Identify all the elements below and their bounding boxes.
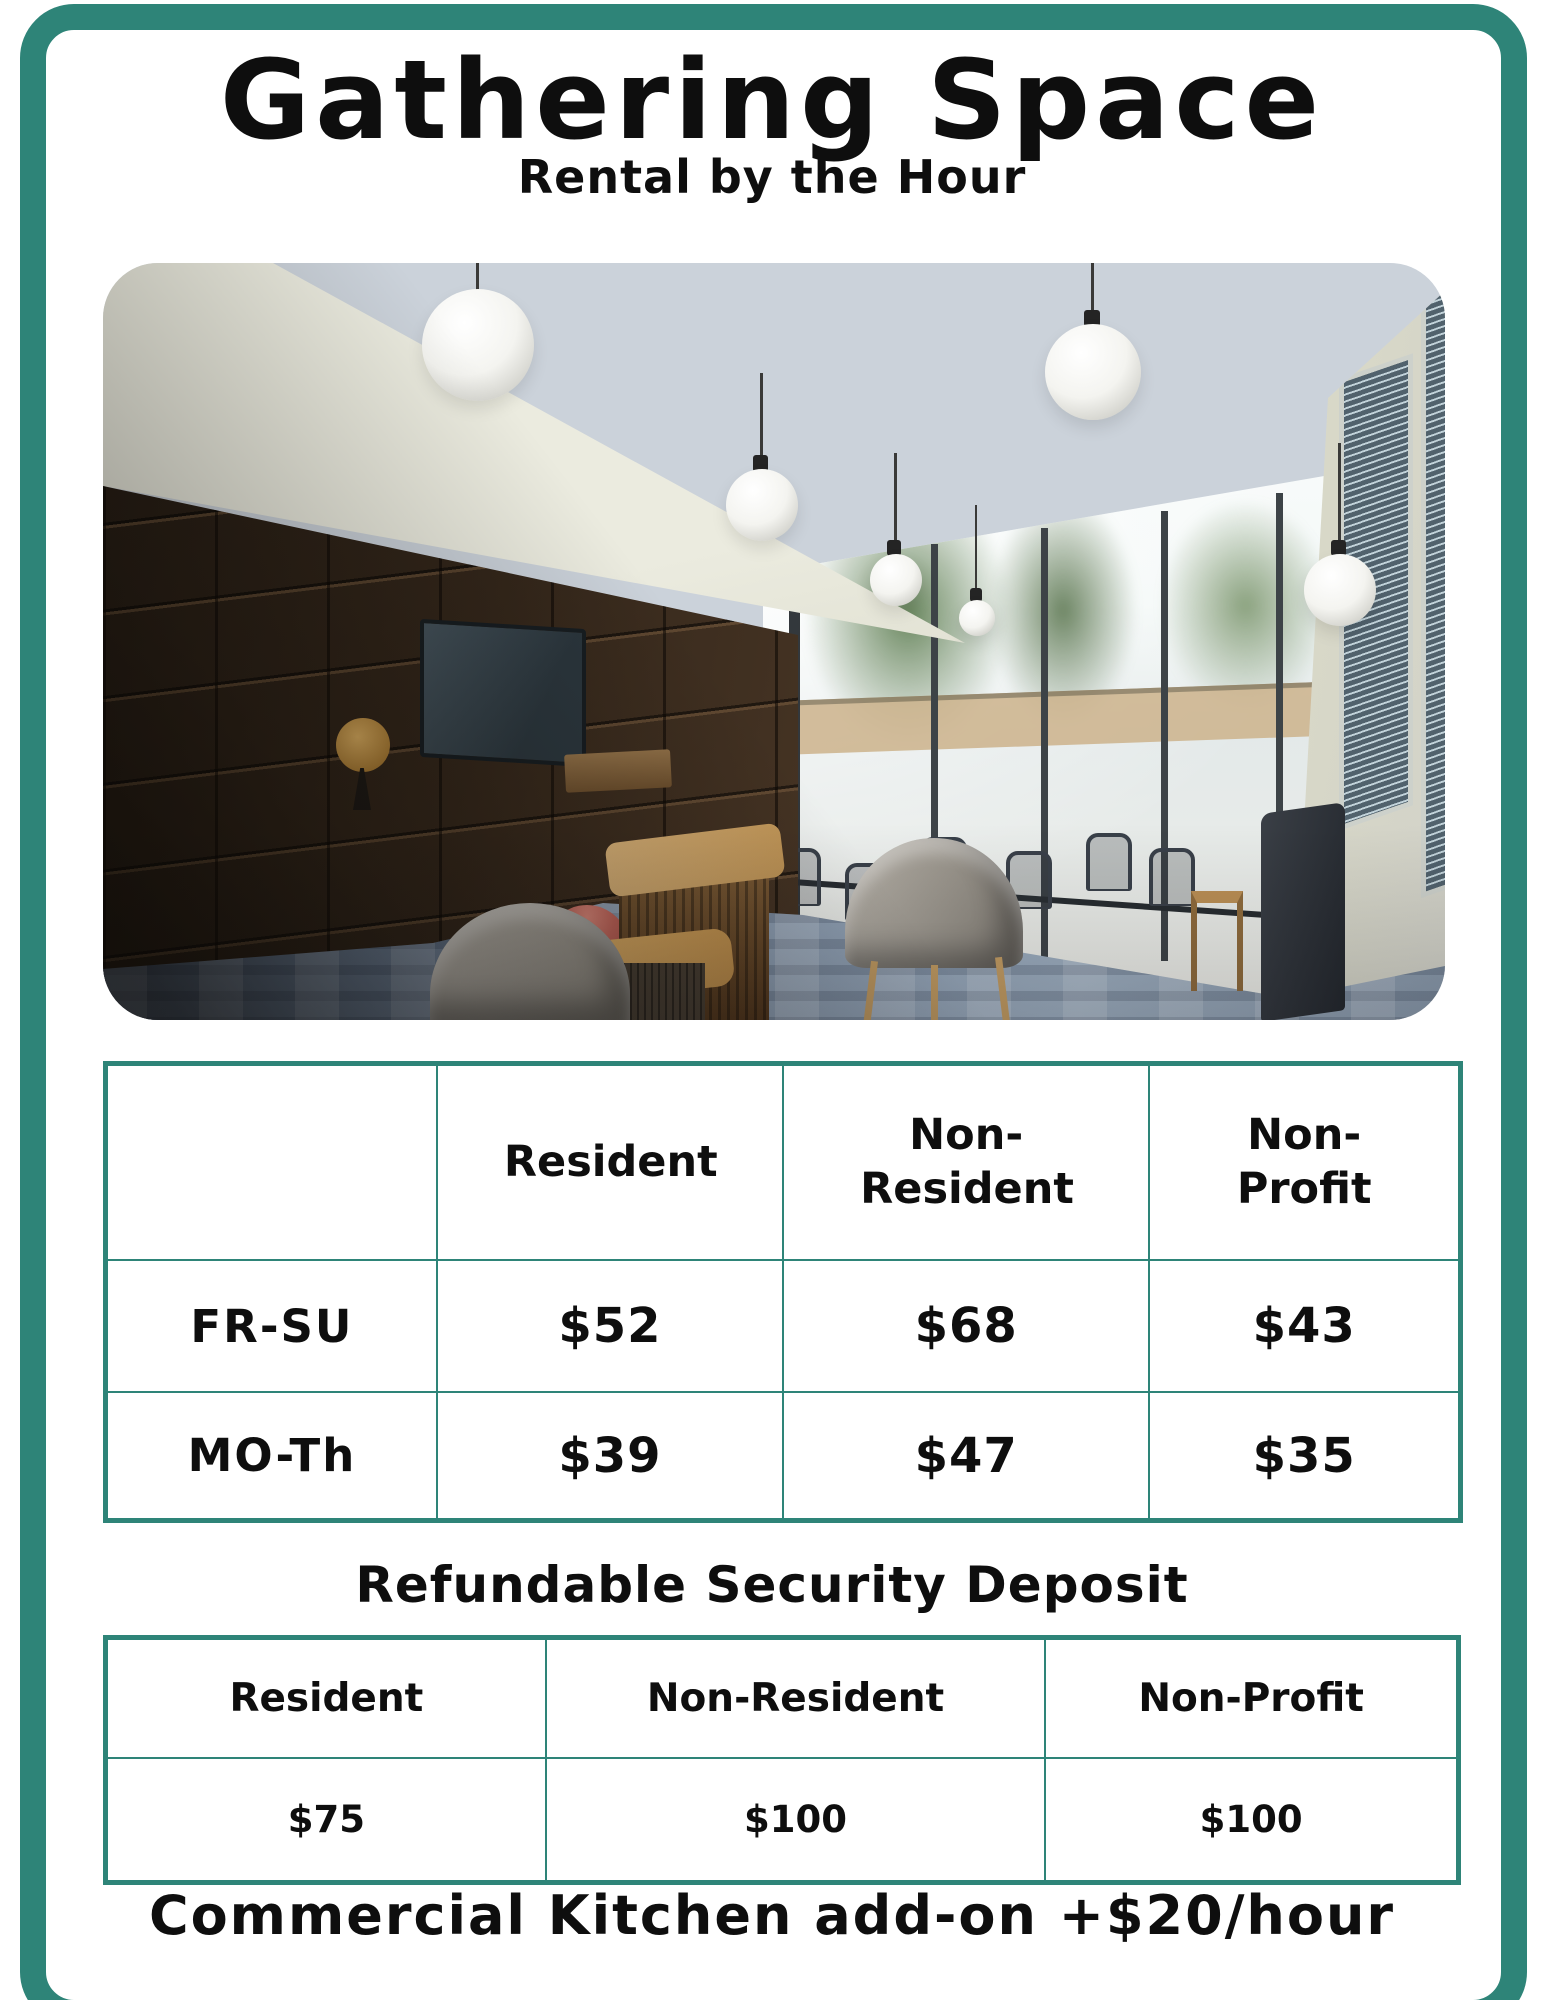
globe-pendant-light [1304,554,1376,626]
blinds-window [1421,278,1445,898]
rates-row-label: FR-SU [107,1260,437,1392]
tv-screen [420,619,586,767]
deposit-cell: $100 [1045,1758,1457,1881]
rate-cell: $39 [437,1392,783,1519]
rate-cell: $47 [783,1392,1149,1519]
rates-header-non-profit: Non-Profit [1149,1065,1459,1260]
rate-cell: $35 [1149,1392,1459,1519]
kitchen-addon-note: Commercial Kitchen add-on +$20/hour [148,1884,1396,1947]
piano-stool [1191,891,1243,991]
globe-pendant-light [1045,324,1141,420]
rates-header-non-resident: Non-Resident [783,1065,1149,1260]
deposit-header-non-profit: Non-Profit [1045,1639,1457,1758]
decor-globe [336,718,390,772]
rates-row-label: MO-Th [107,1392,437,1519]
deposit-cell: $75 [107,1758,546,1881]
pendant-cord [476,263,479,291]
globe-pendant-light [959,600,995,636]
rates-header-blank [107,1065,437,1260]
piano [1261,802,1345,1020]
page-title: Gathering Space [219,36,1325,164]
hourly-rates-table [103,1061,1463,1523]
deposit-header-non-resident: Non-Resident [546,1639,1046,1758]
decor-globe-stand [353,768,371,810]
deposit-cell: $100 [546,1758,1046,1881]
wire-chair [1086,833,1132,891]
rates-header-resident: Resident [437,1065,783,1260]
globe-pendant-light [870,554,922,606]
rate-cell: $68 [783,1260,1149,1392]
wooden-box [564,749,672,792]
rate-cell: $52 [437,1260,783,1392]
page-subtitle: Rental by the Hour [517,150,1027,204]
wire-chair [1149,848,1195,906]
rate-cell: $43 [1149,1260,1459,1392]
deposit-heading: Refundable Security Deposit [355,1556,1189,1614]
globe-pendant-light [422,289,534,401]
room-photo [103,263,1445,1020]
security-deposit-table [103,1635,1461,1885]
deposit-header-resident: Resident [107,1639,546,1758]
chair-leg [931,965,938,1020]
globe-pendant-light [726,469,798,541]
